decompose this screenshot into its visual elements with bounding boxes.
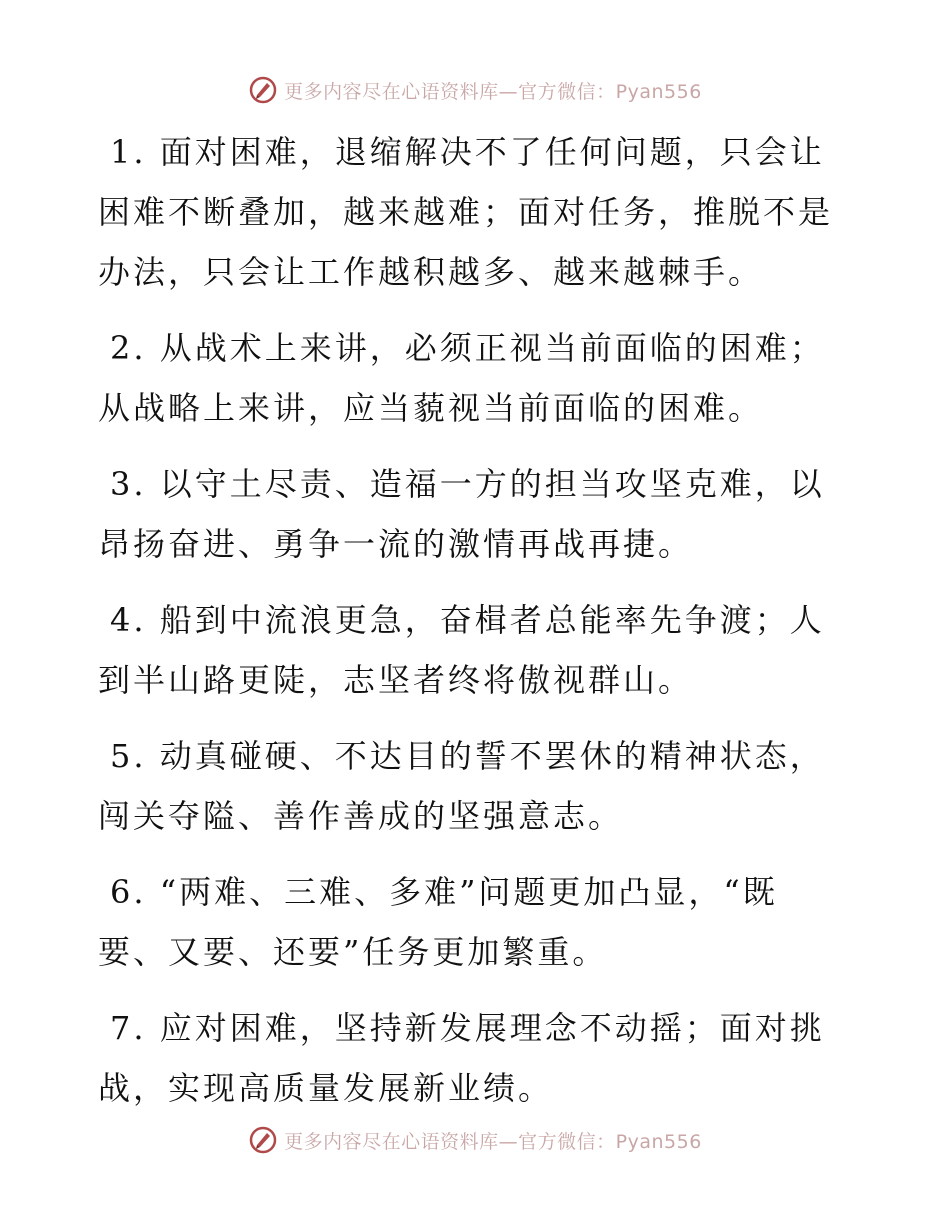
paragraph-3: 3. 以守土尽责、造福一方的担当攻坚克难，以昂扬奋进、勇争一流的激情再战再捷。 (98, 465, 825, 563)
header-banner-text: 更多内容尽在心语资料库—官方微信：Pyan556 (284, 80, 702, 103)
paragraph-2: 2. 从战术上来讲，必须正视当前面临的困难；从战略上来讲，应当藐视当前面临的困难。 (98, 329, 825, 427)
pen-logo-icon (248, 75, 278, 105)
footer-banner (0, 1120, 950, 1160)
paragraph-7: 7. 应对困难，坚持新发展理念不动摇；面对挑战，实现高质量发展新业绩。 (98, 1009, 825, 1107)
paragraph-1: 1. 面对困难，退缩解决不了任何问题，只会让困难不断叠加，越来越难；面对任务，推脱不是办法，只会让工作越积越多、越来越棘手。 (98, 133, 834, 291)
footer-banner-text: 更多内容尽在心语资料库—官方微信：Pyan556 (284, 1130, 702, 1153)
paragraph-6: 6. “两难、三难、多难”问题更加凸显，“既要、又要、还要”任务更加繁重。 (98, 873, 778, 971)
header-banner (0, 70, 950, 110)
paragraph-5: 5. 动真碰硬、不达目的誓不罢休的精神状态，闯关夺隘、善作善成的坚强意志。 (98, 737, 825, 835)
document-body (98, 122, 838, 1134)
paragraph-4: 4. 船到中流浪更急，奋楫者总能率先争渡；人到半山路更陡，志坚者终将傲视群山。 (98, 601, 825, 699)
pen-logo-icon (248, 1125, 278, 1155)
